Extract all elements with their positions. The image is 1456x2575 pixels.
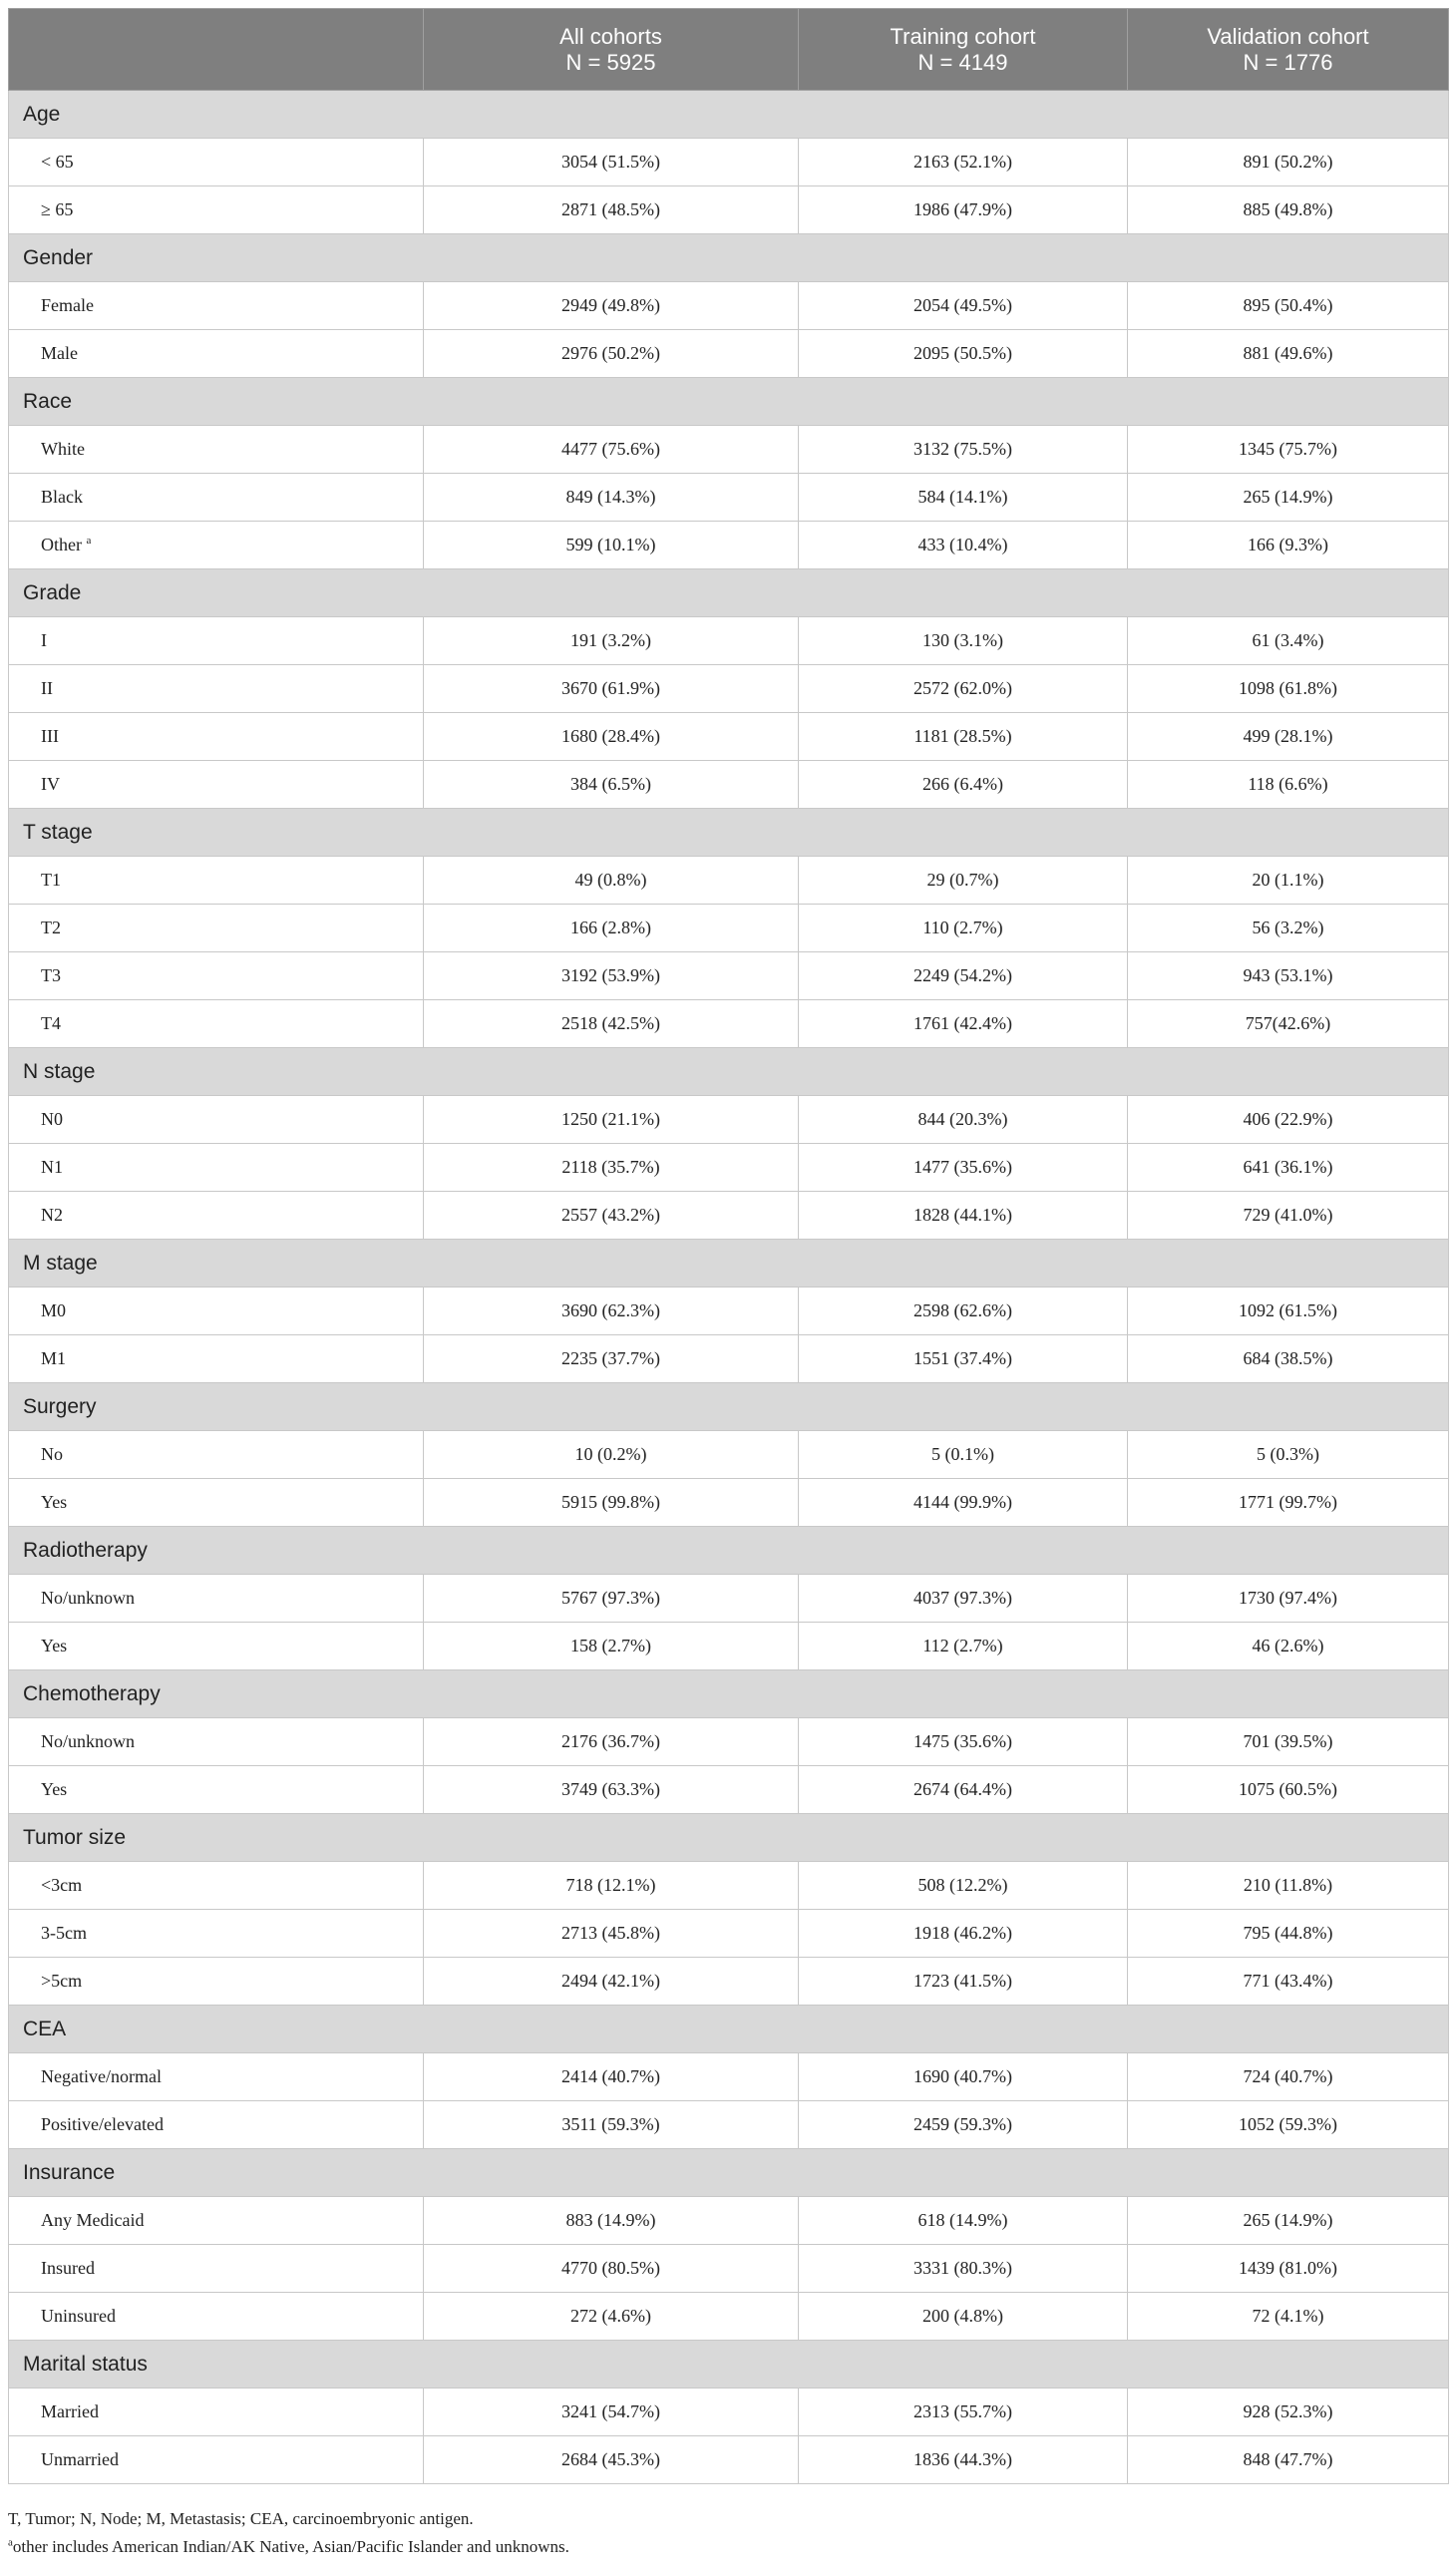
table-row [9,2389,1449,2436]
row-label: M0 [41,1300,67,1320]
footnote-abbreviations: T, Tumor; N, Node; M, Metastasis; CEA, carcinoembryonic antigen. [8,2509,474,2528]
row-label-cell [9,186,424,234]
cell-all-cohorts: 2414 (40.7%) [424,2053,799,2101]
table-row [9,1479,1449,1527]
cell-training-cohort: 200 (4.8%) [799,2293,1128,2341]
cell-training-cohort: 130 (3.1%) [799,617,1128,665]
section-title: Age [9,91,1449,139]
cell-all-cohorts: 4477 (75.6%) [424,426,799,474]
cell-all-cohorts: 2518 (42.5%) [424,1000,799,1048]
cell-all-cohorts: 2871 (48.5%) [424,186,799,234]
cell-validation-cohort: 1075 (60.5%) [1128,1766,1449,1814]
section-header-row [9,809,1449,857]
row-label: No/unknown [41,1731,135,1751]
cell-training-cohort: 844 (20.3%) [799,1096,1128,1144]
cell-validation-cohort: 881 (49.6%) [1128,330,1449,378]
section-title: Race [9,378,1449,426]
cell-training-cohort: 112 (2.7%) [799,1623,1128,1670]
cell-training-cohort: 1551 (37.4%) [799,1335,1128,1383]
cell-training-cohort: 1761 (42.4%) [799,1000,1128,1048]
table-row [9,1288,1449,1335]
cell-all-cohorts: 883 (14.9%) [424,2197,799,2245]
header-blank-cell [9,9,424,91]
cell-training-cohort: 618 (14.9%) [799,2197,1128,2245]
cell-all-cohorts: 3192 (53.9%) [424,952,799,1000]
cell-training-cohort: 1475 (35.6%) [799,1718,1128,1766]
header-validation-cohort-label: Validation cohort [1207,23,1369,49]
cell-validation-cohort: 1730 (97.4%) [1128,1575,1449,1623]
row-label: Black [41,487,83,507]
row-label: Negative/normal [41,2066,162,2086]
section-header-row [9,1670,1449,1718]
row-label: Uninsured [41,2306,116,2326]
cell-validation-cohort: 61 (3.4%) [1128,617,1449,665]
table-row [9,2101,1449,2149]
row-label-cell [9,2245,424,2293]
cell-all-cohorts: 191 (3.2%) [424,617,799,665]
cell-all-cohorts: 3241 (54.7%) [424,2389,799,2436]
cell-all-cohorts: 2557 (43.2%) [424,1192,799,1240]
cell-training-cohort: 3132 (75.5%) [799,426,1128,474]
cell-all-cohorts: 384 (6.5%) [424,761,799,809]
row-label: Yes [41,1492,68,1512]
cell-all-cohorts: 2176 (36.7%) [424,1718,799,1766]
footnote-other-text: other includes American Indian/AK Native, Asian/Pacific Islander and unknowns. [12,2537,569,2556]
footnote-other [8,2537,569,2557]
row-label: N1 [41,1157,63,1177]
table-row [9,1718,1449,1766]
row-label: 3-5cm [41,1923,87,1943]
row-label-cell [9,857,424,905]
footnote-marker: a [86,535,92,547]
section-header-row [9,378,1449,426]
row-label-cell [9,905,424,952]
cell-validation-cohort: 5 (0.3%) [1128,1431,1449,1479]
cell-validation-cohort: 885 (49.8%) [1128,186,1449,234]
row-label: Unmarried [41,2449,119,2469]
cell-training-cohort: 1477 (35.6%) [799,1144,1128,1192]
cell-training-cohort: 433 (10.4%) [799,522,1128,569]
table-header-row [9,9,1449,91]
table-row [9,905,1449,952]
cell-validation-cohort: 210 (11.8%) [1128,1862,1449,1910]
cell-training-cohort: 1986 (47.9%) [799,186,1128,234]
table-row [9,952,1449,1000]
cell-all-cohorts: 49 (0.8%) [424,857,799,905]
row-label: T4 [41,1013,61,1033]
row-label: Yes [41,1779,68,1799]
cell-validation-cohort: 757(42.6%) [1128,1000,1449,1048]
row-label-cell [9,474,424,522]
table-row [9,330,1449,378]
cell-validation-cohort: 729 (41.0%) [1128,1192,1449,1240]
cell-validation-cohort: 684 (38.5%) [1128,1335,1449,1383]
table-row [9,1575,1449,1623]
row-label: IV [41,774,60,794]
cell-validation-cohort: 72 (4.1%) [1128,2293,1449,2341]
cell-training-cohort: 1828 (44.1%) [799,1192,1128,1240]
cell-all-cohorts: 166 (2.8%) [424,905,799,952]
cell-training-cohort: 4037 (97.3%) [799,1575,1128,1623]
cell-validation-cohort: 118 (6.6%) [1128,761,1449,809]
row-label: T3 [41,965,61,985]
cell-all-cohorts: 3690 (62.3%) [424,1288,799,1335]
row-label-cell [9,1766,424,1814]
row-label-cell [9,1958,424,2006]
cell-all-cohorts: 718 (12.1%) [424,1862,799,1910]
section-title: M stage [9,1240,1449,1288]
cell-validation-cohort: 406 (22.9%) [1128,1096,1449,1144]
header-validation-cohort [1128,9,1449,91]
row-label-cell [9,665,424,713]
table-row [9,617,1449,665]
row-label-cell [9,330,424,378]
row-label: II [41,678,53,698]
cell-all-cohorts: 272 (4.6%) [424,2293,799,2341]
row-label: Male [41,343,78,363]
cell-all-cohorts: 4770 (80.5%) [424,2245,799,2293]
row-label-cell [9,1910,424,1958]
cell-all-cohorts: 1680 (28.4%) [424,713,799,761]
cell-all-cohorts: 2494 (42.1%) [424,1958,799,2006]
row-label: No/unknown [41,1588,135,1608]
section-title: CEA [9,2006,1449,2053]
section-title: N stage [9,1048,1449,1096]
row-label-cell [9,426,424,474]
row-label: M1 [41,1348,67,1368]
section-header-row [9,2341,1449,2389]
row-label-cell [9,2197,424,2245]
row-label-cell [9,1000,424,1048]
table-row [9,2053,1449,2101]
table-row [9,2245,1449,2293]
table-row [9,1192,1449,1240]
cell-all-cohorts: 2949 (49.8%) [424,282,799,330]
cell-training-cohort: 2249 (54.2%) [799,952,1128,1000]
cell-all-cohorts: 3749 (63.3%) [424,1766,799,1814]
row-label: White [41,439,85,459]
row-label-cell [9,952,424,1000]
cell-training-cohort: 2095 (50.5%) [799,330,1128,378]
row-label: Any Medicaid [41,2210,145,2230]
row-label-cell [9,2436,424,2484]
cell-validation-cohort: 848 (47.7%) [1128,2436,1449,2484]
cell-validation-cohort: 46 (2.6%) [1128,1623,1449,1670]
cell-all-cohorts: 2713 (45.8%) [424,1910,799,1958]
row-label-cell [9,522,424,569]
section-header-row [9,1527,1449,1575]
section-title: Radiotherapy [9,1527,1449,1575]
cell-training-cohort: 2163 (52.1%) [799,139,1128,186]
cell-training-cohort: 2459 (59.3%) [799,2101,1128,2149]
cell-all-cohorts: 10 (0.2%) [424,1431,799,1479]
table-row [9,1431,1449,1479]
cell-validation-cohort: 1439 (81.0%) [1128,2245,1449,2293]
section-header-row [9,91,1449,139]
cell-all-cohorts: 158 (2.7%) [424,1623,799,1670]
row-label: I [41,630,47,650]
table-row [9,426,1449,474]
cell-training-cohort: 1836 (44.3%) [799,2436,1128,2484]
table-row [9,1096,1449,1144]
cell-training-cohort: 266 (6.4%) [799,761,1128,809]
section-header-row [9,1814,1449,1862]
cell-validation-cohort: 499 (28.1%) [1128,713,1449,761]
cell-training-cohort: 1690 (40.7%) [799,2053,1128,2101]
cell-validation-cohort: 1098 (61.8%) [1128,665,1449,713]
cell-all-cohorts: 3511 (59.3%) [424,2101,799,2149]
section-header-row [9,1240,1449,1288]
cell-all-cohorts: 2976 (50.2%) [424,330,799,378]
cell-training-cohort: 2598 (62.6%) [799,1288,1128,1335]
table-row [9,665,1449,713]
section-title: Grade [9,569,1449,617]
cell-validation-cohort: 943 (53.1%) [1128,952,1449,1000]
cell-training-cohort: 110 (2.7%) [799,905,1128,952]
row-label-cell [9,713,424,761]
cell-training-cohort: 2313 (55.7%) [799,2389,1128,2436]
cell-training-cohort: 584 (14.1%) [799,474,1128,522]
table-row [9,1862,1449,1910]
section-title: Gender [9,234,1449,282]
cell-all-cohorts: 1250 (21.1%) [424,1096,799,1144]
row-label: ≥ 65 [41,199,74,219]
cell-all-cohorts: 2118 (35.7%) [424,1144,799,1192]
table-row [9,474,1449,522]
cell-all-cohorts: 2235 (37.7%) [424,1335,799,1383]
row-label: Positive/elevated [41,2114,164,2134]
section-header-row [9,2006,1449,2053]
section-title: Tumor size [9,1814,1449,1862]
row-label: Female [41,295,94,315]
row-label-cell [9,761,424,809]
cell-validation-cohort: 891 (50.2%) [1128,139,1449,186]
cell-training-cohort: 1723 (41.5%) [799,1958,1128,2006]
cell-training-cohort: 3331 (80.3%) [799,2245,1128,2293]
cell-all-cohorts: 3670 (61.9%) [424,665,799,713]
header-training-cohort-n: N = 4149 [917,49,1008,75]
section-title: Surgery [9,1383,1449,1431]
table-row [9,186,1449,234]
section-title: Insurance [9,2149,1449,2197]
cell-validation-cohort: 895 (50.4%) [1128,282,1449,330]
row-label: Other [41,535,82,554]
cell-training-cohort: 1181 (28.5%) [799,713,1128,761]
cell-validation-cohort: 1345 (75.7%) [1128,426,1449,474]
row-label: <3cm [41,1875,83,1895]
section-title: Marital status [9,2341,1449,2389]
baseline-characteristics-table [8,8,1449,2484]
row-label-cell [9,139,424,186]
cell-all-cohorts: 599 (10.1%) [424,522,799,569]
cell-validation-cohort: 1771 (99.7%) [1128,1479,1449,1527]
row-label-cell [9,2293,424,2341]
header-training-cohort-label: Training cohort [890,23,1036,49]
table-row [9,2293,1449,2341]
row-label: N0 [41,1109,63,1129]
header-all-cohorts-label: All cohorts [559,23,662,49]
row-label-cell [9,1192,424,1240]
section-header-row [9,234,1449,282]
cell-training-cohort: 508 (12.2%) [799,1862,1128,1910]
cell-training-cohort: 4144 (99.9%) [799,1479,1128,1527]
header-all-cohorts [424,9,799,91]
header-validation-cohort-n: N = 1776 [1243,49,1333,75]
cell-validation-cohort: 1052 (59.3%) [1128,2101,1449,2149]
row-label-cell [9,1431,424,1479]
cell-training-cohort: 2572 (62.0%) [799,665,1128,713]
cell-validation-cohort: 265 (14.9%) [1128,2197,1449,2245]
cell-all-cohorts: 3054 (51.5%) [424,139,799,186]
cell-all-cohorts: 5767 (97.3%) [424,1575,799,1623]
header-all-cohorts-n: N = 5925 [565,49,656,75]
row-label-cell [9,1335,424,1383]
cell-training-cohort: 5 (0.1%) [799,1431,1128,1479]
table-row [9,282,1449,330]
section-header-row [9,1383,1449,1431]
cell-validation-cohort: 265 (14.9%) [1128,474,1449,522]
table-row [9,1335,1449,1383]
row-label-cell [9,282,424,330]
row-label: >5cm [41,1971,83,1991]
row-label: Insured [41,2258,95,2278]
row-label-cell [9,1288,424,1335]
row-label-cell [9,2101,424,2149]
table-row [9,761,1449,809]
row-label: No [41,1444,63,1464]
row-label: Yes [41,1636,68,1655]
section-header-row [9,2149,1449,2197]
cell-training-cohort: 2054 (49.5%) [799,282,1128,330]
cell-validation-cohort: 20 (1.1%) [1128,857,1449,905]
cell-all-cohorts: 2684 (45.3%) [424,2436,799,2484]
row-label-cell [9,2053,424,2101]
table-row [9,1623,1449,1670]
section-title: T stage [9,809,1449,857]
table-row [9,2197,1449,2245]
row-label: N2 [41,1205,63,1225]
row-label-cell [9,1144,424,1192]
table-row [9,1766,1449,1814]
cell-validation-cohort: 701 (39.5%) [1128,1718,1449,1766]
row-label: III [41,726,59,746]
row-label-cell [9,1575,424,1623]
table-row [9,713,1449,761]
header-training-cohort [799,9,1128,91]
cell-all-cohorts: 849 (14.3%) [424,474,799,522]
cell-validation-cohort: 166 (9.3%) [1128,522,1449,569]
footnote-marker: a [8,2536,13,2549]
row-label-cell [9,1862,424,1910]
cell-validation-cohort: 928 (52.3%) [1128,2389,1449,2436]
table-row [9,2436,1449,2484]
cell-validation-cohort: 771 (43.4%) [1128,1958,1449,2006]
table-row [9,139,1449,186]
row-label-cell [9,617,424,665]
cell-training-cohort: 1918 (46.2%) [799,1910,1128,1958]
table-row [9,1144,1449,1192]
row-label: T1 [41,870,61,890]
row-label: < 65 [41,152,74,172]
row-label-cell [9,1623,424,1670]
section-header-row [9,1048,1449,1096]
cell-validation-cohort: 795 (44.8%) [1128,1910,1449,1958]
cell-all-cohorts: 5915 (99.8%) [424,1479,799,1527]
table-row [9,857,1449,905]
row-label-cell [9,1096,424,1144]
table-row [9,1000,1449,1048]
row-label: Married [41,2401,99,2421]
cell-validation-cohort: 641 (36.1%) [1128,1144,1449,1192]
table-row [9,522,1449,569]
cell-training-cohort: 29 (0.7%) [799,857,1128,905]
table-body [9,91,1449,2484]
table-row [9,1958,1449,2006]
section-header-row [9,569,1449,617]
cell-validation-cohort: 56 (3.2%) [1128,905,1449,952]
row-label: T2 [41,918,61,937]
row-label-cell [9,1718,424,1766]
table-row [9,1910,1449,1958]
cell-training-cohort: 2674 (64.4%) [799,1766,1128,1814]
section-title: Chemotherapy [9,1670,1449,1718]
row-label-cell [9,2389,424,2436]
row-label-cell [9,1479,424,1527]
cell-validation-cohort: 1092 (61.5%) [1128,1288,1449,1335]
cell-validation-cohort: 724 (40.7%) [1128,2053,1449,2101]
